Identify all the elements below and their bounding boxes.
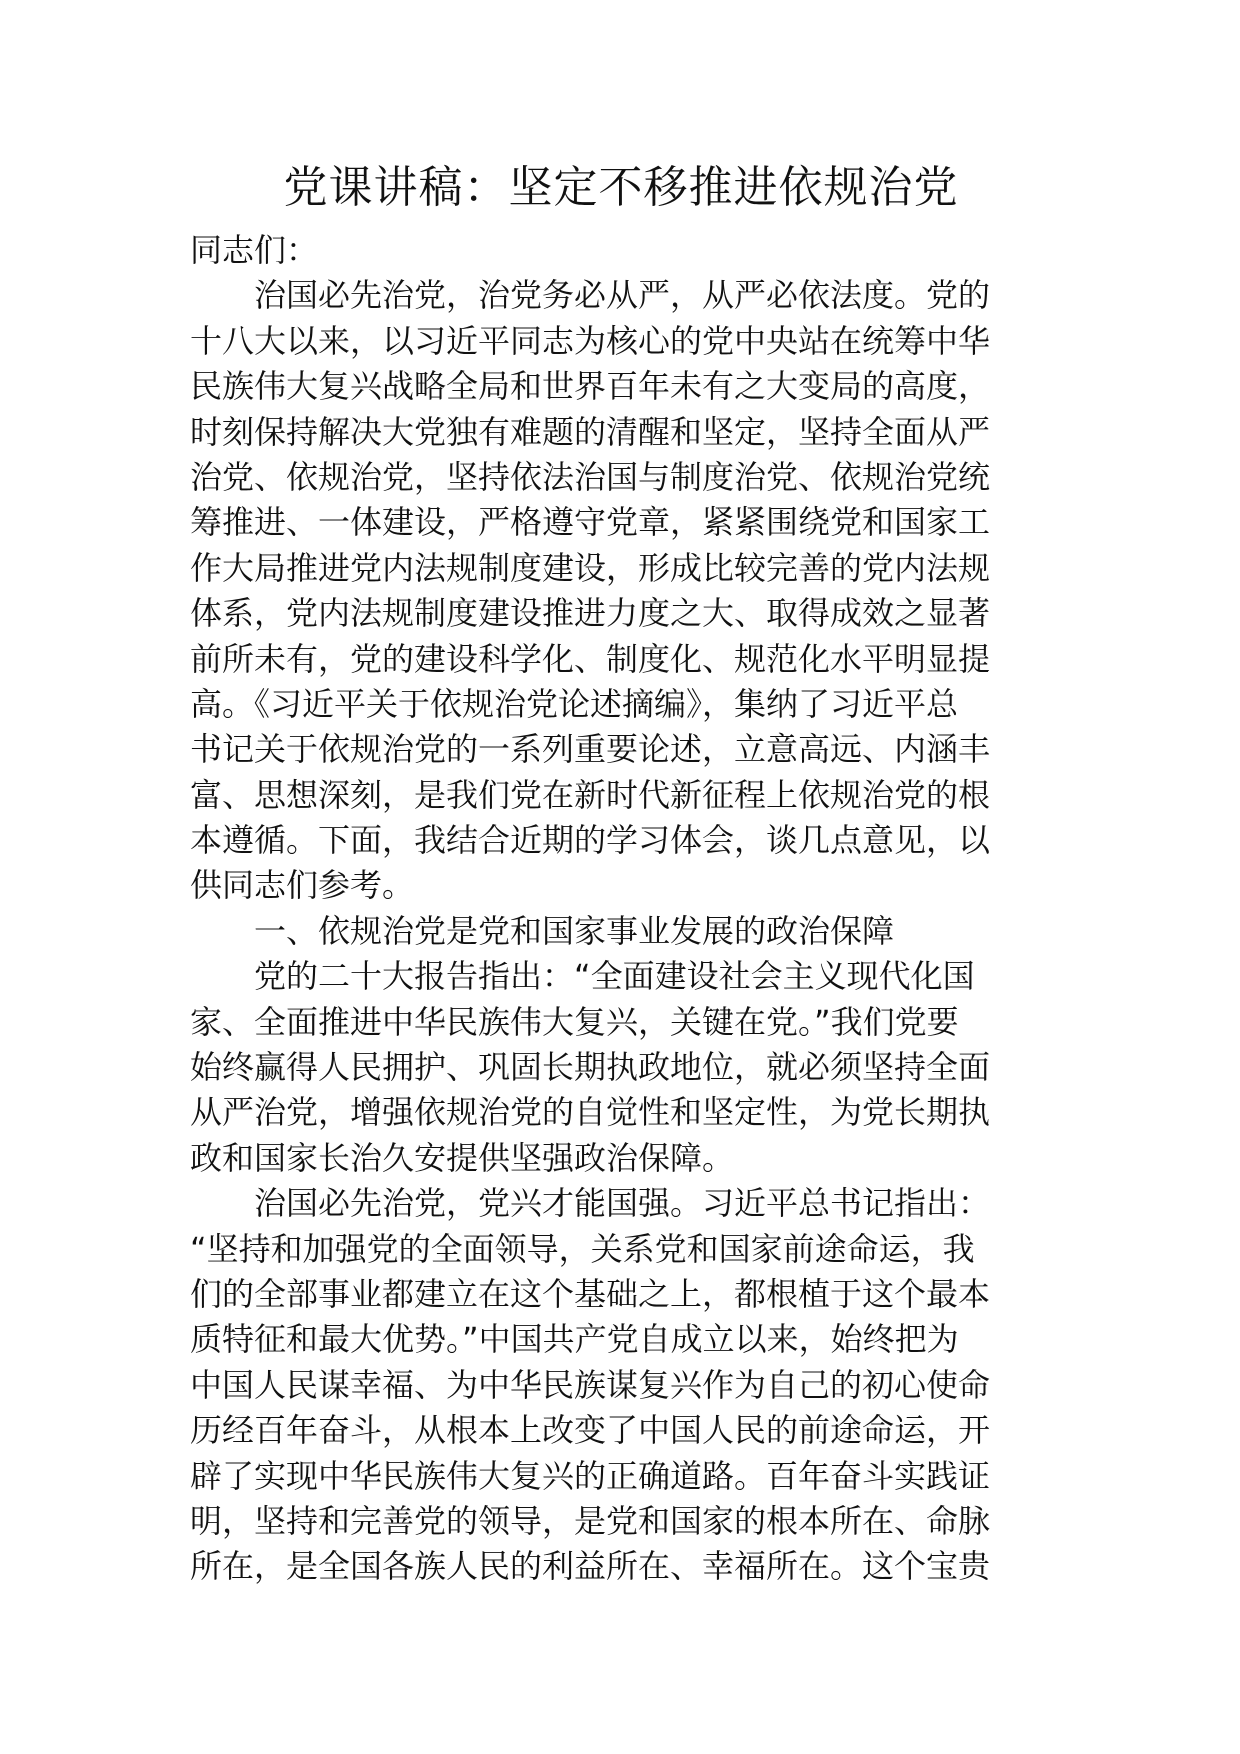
paragraph-2-line: 政和国家长治久安提供坚强政治保障。 [190, 1138, 735, 1177]
paragraph-3-line: 治国必先治党，党兴才能国强。习近平总书记指出： [254, 1184, 991, 1223]
paragraph-2-line: 从严治党，增强依规治党的自觉性和坚定性，为党长期执 [190, 1093, 991, 1132]
paragraph-1-line: 治国必先治党，治党务必从严，从严必依法度。党的 [254, 276, 991, 315]
paragraph-3-line: 历经百年奋斗，从根本上改变了中国人民的前途命运，开 [190, 1411, 991, 1450]
paragraph-1-line: 富、思想深刻，是我们党在新时代新征程上依规治党的根 [190, 775, 991, 814]
paragraph-1-line: 前所未有，党的建设科学化、制度化、规范化水平明显提 [190, 639, 991, 678]
salutation-line: 同志们： [190, 231, 319, 269]
paragraph-1-line: 民族伟大复兴战略全局和世界百年未有之大变局的高度， [190, 367, 991, 406]
paragraph-1-line: 时刻保持解决大党独有难题的清醒和坚定，坚持全面从严 [190, 412, 991, 451]
paragraph-1-line: 筹推进、一体建设，严格遵守党章，紧紧围绕党和国家工 [190, 503, 991, 542]
section-heading-1: 一、依规治党是党和国家事业发展的政治保障 [254, 911, 895, 950]
paragraph-3-line: 辟了实现中华民族伟大复兴的正确道路。百年奋斗实践证 [190, 1456, 991, 1495]
paragraph-3-line: 明，坚持和完善党的领导，是党和国家的根本所在、命脉 [190, 1501, 991, 1540]
paragraph-1-line: 作大局推进党内法规制度建设，形成比较完善的党内法规 [190, 548, 991, 587]
paragraph-2-line: 家、全面推进中华民族伟大复兴，关键在党。”我们党要 [190, 1002, 959, 1041]
paragraph-3-line: 中国人民谋幸福、为中华民族谋复兴作为自己的初心使命 [190, 1365, 991, 1404]
paragraph-1-line: 体系，党内法规制度建设推进力度之大、取得成效之显著 [190, 594, 991, 633]
document-page [190, 160, 1052, 1590]
paragraph-3-line: 所在，是全国各族人民的利益所在、幸福所在。这个宝贵 [190, 1547, 991, 1586]
paragraph-1-line: 十八大以来，以习近平同志为核心的党中央站在统筹中华 [190, 321, 991, 360]
paragraph-1-line: 高。《习近平关于依规治党论述摘编》，集纳了习近平总 [190, 684, 959, 723]
paragraph-1-line: 本遵循。下面，我结合近期的学习体会，谈几点意见，以 [190, 821, 991, 860]
paragraph-1-line: 供同志们参考。 [190, 866, 415, 905]
paragraph-1-line: 治党、依规治党，坚持依法治国与制度治党、依规治党统 [190, 457, 991, 496]
paragraph-3-line: “坚持和加强党的全面领导，关系党和国家前途命运，我 [190, 1229, 975, 1268]
document-title: 党课讲稿：坚定不移推进依规治党 [283, 162, 959, 213]
paragraph-3-line: 质特征和最大优势。”中国共产党自成立以来，始终把为 [190, 1320, 959, 1359]
paragraph-3-line: 们的全部事业都建立在这个基础之上，都根植于这个最本 [190, 1274, 991, 1313]
paragraph-1-line: 书记关于依规治党的一系列重要论述，立意高远、内涵丰 [190, 730, 991, 769]
paragraph-2-line: 始终赢得人民拥护、巩固长期执政地位，就必须坚持全面 [190, 1048, 991, 1087]
paragraph-2-line: 党的二十大报告指出：“全面建设社会主义现代化国 [254, 957, 975, 996]
